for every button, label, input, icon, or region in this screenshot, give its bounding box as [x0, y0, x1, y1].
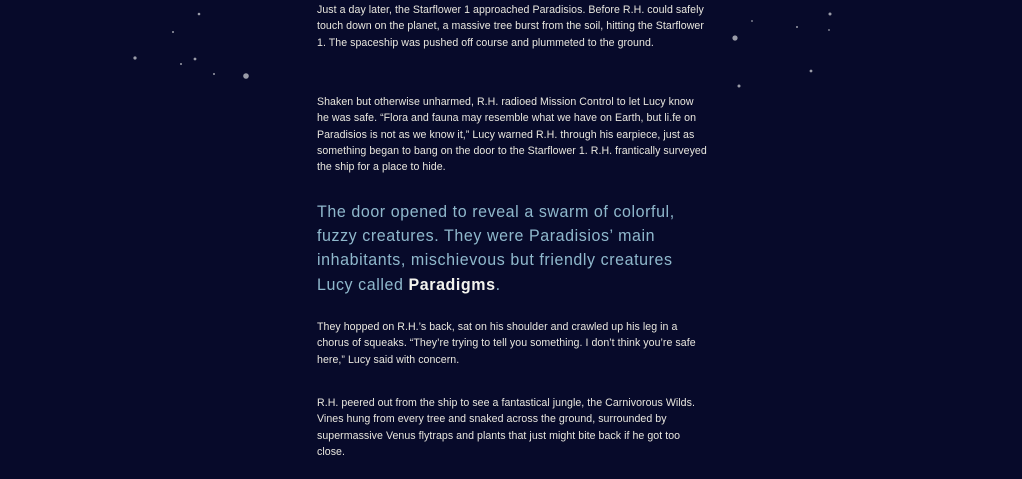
story-paragraph: They hopped on R.H.’s back, sat on his shoulder and crawled up his leg in a chorus of squeaks. “They’re trying to tell you something. I don’t think you’re safe here,” Lucy said with concern. [317, 321, 696, 366]
pull-quote-text: The door opened to reveal a swarm of colorful, fuzzy creatures. They were Paradisios’ main inhabitants, mischievous but friendly creatures Lucy called [317, 203, 675, 294]
star [198, 13, 201, 16]
star [194, 58, 197, 61]
pull-quote-end: . [495, 275, 501, 294]
pull-quote [317, 200, 695, 297]
star [213, 73, 215, 75]
star [738, 85, 741, 88]
star [829, 13, 832, 16]
star [796, 26, 798, 28]
star [732, 35, 737, 40]
pull-quote-emphasis: Paradigms [408, 275, 496, 294]
story-paragraph: Shaken but otherwise unharmed, R.H. radioed Mission Control to let Lucy know he was safe. “Flora and fauna may resemble what we have on Earth, but li.fe on Paradisios is not as we know it,” Lucy warned R.H. through his earpiece, just as something began to bang on the door to the Starflower 1. R.H. frantically surveyed the ship for a place to hide. [317, 96, 707, 174]
story-paragraph: R.H. peered out from the ship to see a fantastical jungle, the Carnivorous Wilds. Vines hung from every tree and snaked across the ground, surrounded by supermassive Venus flytraps and plants that just might bite back if he got too close. [317, 397, 695, 458]
star [133, 56, 136, 59]
star [828, 29, 830, 31]
star [810, 70, 813, 73]
star [751, 20, 753, 22]
star [172, 31, 174, 33]
story-paragraph: Just a day later, the Starflower 1 approached Paradisios. Before R.H. could safely touch down on the planet, a massive tree burst from the soil, hitting the Starflower 1. The spaceship was pushed off course and plummeted to the ground. [317, 4, 704, 49]
star [180, 63, 182, 65]
star [243, 73, 249, 79]
